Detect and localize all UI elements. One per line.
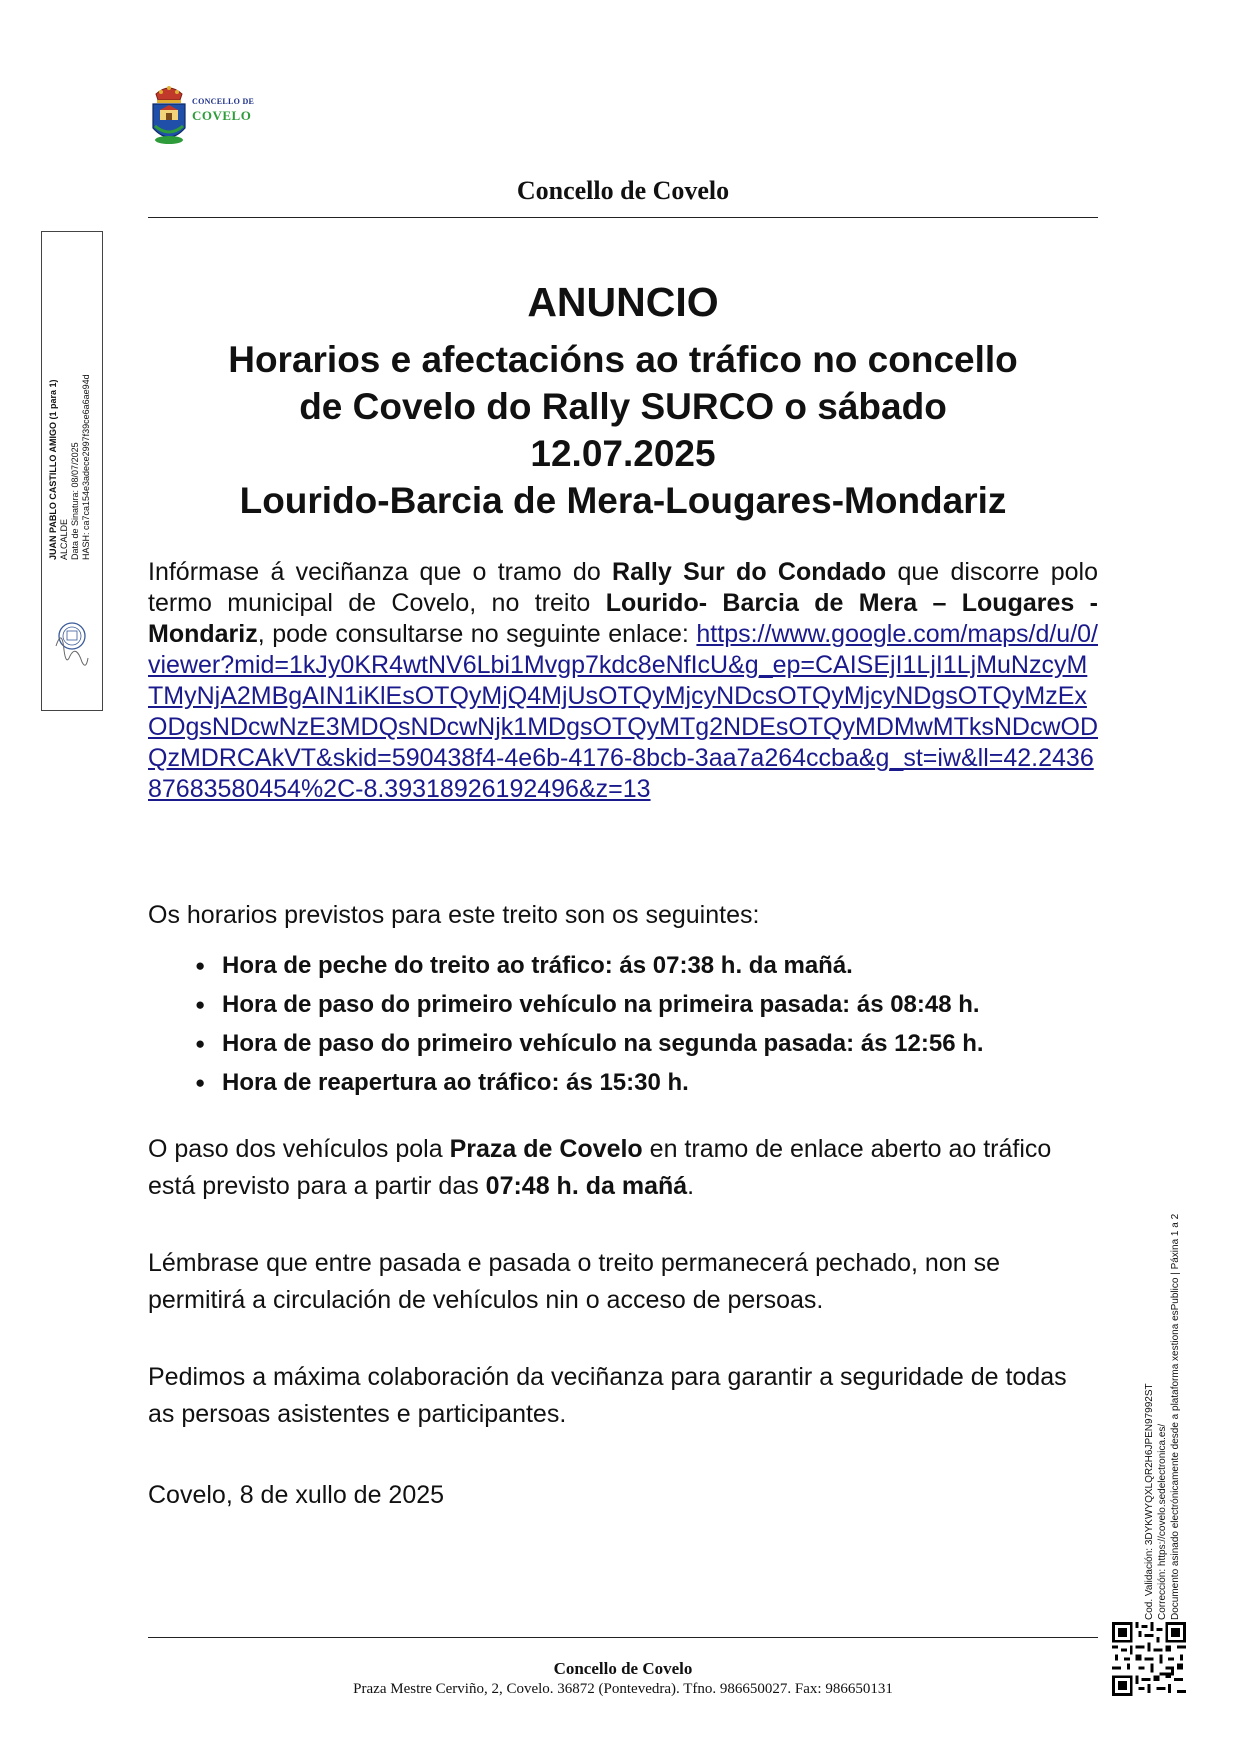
- footer-address: Praza Mestre Cerviño, 2, Covelo. 36872 (Pontevedra). Tfno. 986650027. Fax: 986650131: [353, 1681, 893, 1697]
- logo-text-bottom: COVELO: [192, 108, 252, 123]
- list-item: ● Hora de paso do primeiro vehículo na primeira pasada: ás 08:48 h.: [195, 985, 1115, 1024]
- validation-code: Cod. Validación: 3DYKWYQXLQR2H6JPEN97992ST: [1144, 1383, 1155, 1620]
- subtitle-line: Horarios e afectacións ao tráfico no concello: [228, 339, 1018, 380]
- paragraph-text: .: [687, 1172, 695, 1200]
- signature-stamp-icon: [52, 618, 92, 673]
- intro-text: Infórmase á veciñanza que o tramo do: [148, 558, 613, 586]
- coat-of-arms-icon: [148, 80, 190, 150]
- square-name: Praza de Covelo: [449, 1135, 643, 1163]
- square-time: 07:48 h. da mañá: [485, 1172, 688, 1200]
- logo-text-top: CONCELLO DE: [192, 97, 255, 106]
- schedule-list: [195, 946, 1115, 1102]
- square-paragraph: [148, 1131, 1098, 1205]
- map-link[interactable]: https://www.google.com/maps/d/u/0/viewer?mid=1kJy0KR4wtNV6Lbi1Mvgp7kdc8eNfIcU&g_ep=CAISEjI1LjI1LjMuNzcyMTMyNjA2MBgAIN1iKlEsOTQyMjQ4MjUsOTQyMjcyNDcsOTQyMjcyNDgsOTQyMzExODgsNDcwNzE3MDQsNDcwNjk1MDgsOTQyMTg2NDEsOTQyMDMwMTksNDcwODQzMDRCAkVT&skid=590438f4-4e6b-4176-8bcb-3aa7a264ccba&g_st=iw&ll=42.243687683580454%2C-8.39318926192496&z=13: [148, 620, 1099, 803]
- signer-name: JUAN PABLO CASTILLO AMIGO (1 para 1): [48, 379, 58, 560]
- paragraph-text: O paso dos vehículos pola: [148, 1135, 450, 1163]
- intro-text: que discorre polo termo municipal de Covelo, no treito: [148, 558, 1098, 617]
- validation-note: Documento asinado electrónicamente desde a plataforma xestiona esPublico | Páxina 1 a 2: [1170, 1213, 1181, 1620]
- announcement-subtitle: [148, 336, 1098, 524]
- header-divider: [148, 217, 1098, 218]
- footer-organization: Concello de Covelo: [553, 1659, 693, 1678]
- intro-paragraph: [148, 557, 1098, 805]
- signer-role: ALCALDE: [59, 518, 69, 560]
- paragraph-text: en tramo de enlace aberto ao tráfico está previsto para a partir das: [148, 1135, 1052, 1200]
- qr-code-icon: [1112, 1622, 1186, 1696]
- page-header-title: Concello de Covelo: [516, 176, 730, 205]
- list-item: ● Hora de paso do primeiro vehículo na segunda pasada: ás 12:56 h.: [195, 1024, 1115, 1063]
- closure-paragraph: Lémbrase que entre pasada e pasada o treito permanecerá pechado, non se permitirá a circulación de vehículos nin o acceso de persoas.: [148, 1249, 1000, 1314]
- signature-date: Data de Sinatura: 08/07/2025: [70, 442, 80, 560]
- municipality-logo: [148, 80, 268, 150]
- announcement-title: ANUNCIO: [527, 279, 719, 325]
- validation-url: Corrección: https://covelo.sedelectronica.es/: [1157, 1423, 1168, 1620]
- stage-name: Lourido- Barcia de Mera – Lougares - Mondariz: [148, 589, 1098, 648]
- rally-name: Rally Sur do Condado: [612, 558, 887, 586]
- intro-text: , pode consultarse no seguinte enlace:: [257, 620, 697, 648]
- list-item: ● Hora de reapertura ao tráfico: ás 15:30 h.: [195, 1063, 1115, 1102]
- signature-hash: HASH: ca7ca154e3adece2997f39ce6a6ae94d: [81, 374, 91, 560]
- subtitle-line: de Covelo do Rally SURCO o sábado: [299, 386, 947, 427]
- collaboration-paragraph: Pedimos a máxima colaboración da veciñanza para garantir a seguridade de todas as persoas asistentes e participantes.: [148, 1363, 1067, 1428]
- list-item: ● Hora de peche do treito ao tráfico: ás 07:38 h. da mañá.: [195, 946, 1115, 985]
- date-line: Covelo, 8 de xullo de 2025: [148, 1481, 445, 1509]
- subtitle-line: 12.07.2025: [530, 433, 716, 474]
- subtitle-line: Lourido-Barcia de Mera-Lougares-Mondariz: [239, 480, 1007, 521]
- schedule-intro: Os horarios previstos para este treito son os seguintes:: [148, 901, 760, 929]
- footer-divider: [148, 1637, 1098, 1638]
